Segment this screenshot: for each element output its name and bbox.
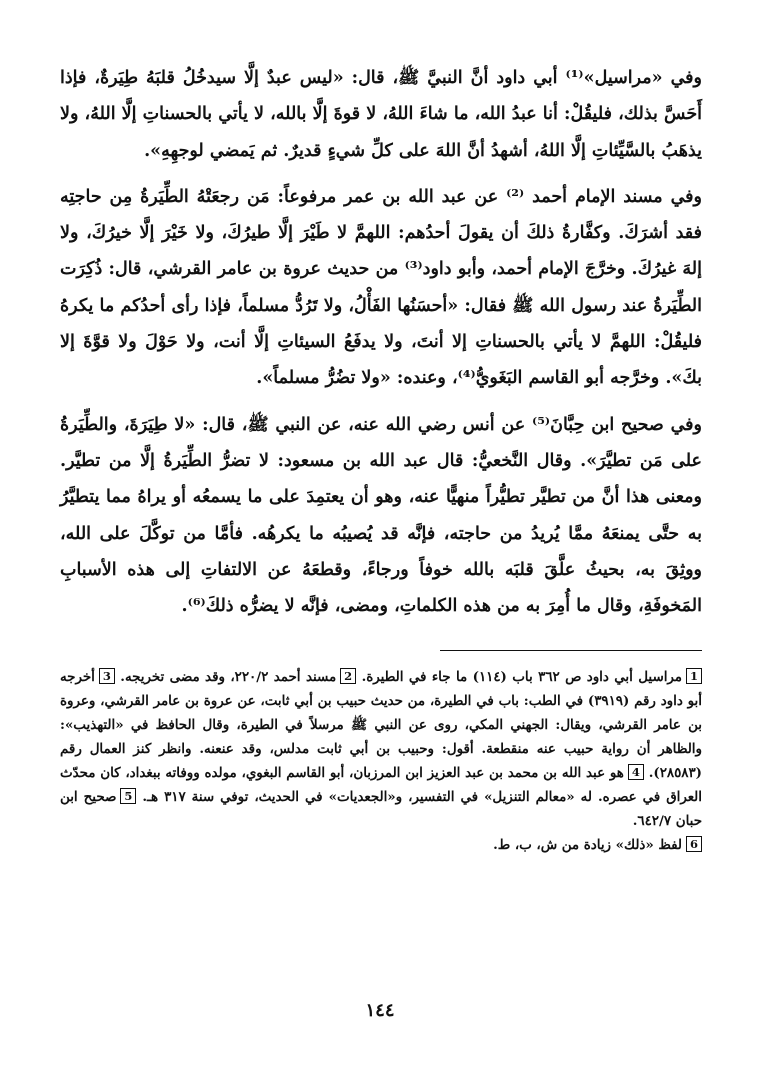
body-paragraph-1: وفي «مراسيل»⁽¹⁾ أبي داود أنَّ النبيَّ ﷺ، قال: «ليس عبدٌ إلَّا سيدخُلُ قلبَهُ طِيَرةٌ، فإذا أَحَسَّ بذلك، فليقُلْ: أنا عبدُ الله، ما شاءَ اللهُ، لا قوةَ إلَّا بالله، لا يأتي بالحسناتِ إلَّا اللهُ، ولا يذهَبُ بالسَّيِّئاتِ إلَّا اللهُ، أشهدُ أنَّ اللهَ على كلِّ شيءٍ قديرٌ. ثم يَمضي لوجهِهِ». — [60, 68, 702, 161]
footnote-number: 4 — [628, 764, 644, 780]
footnote-text: صحيح ابن حبان ٦٤٢/٧. — [60, 789, 702, 830]
footnote-number: 3 — [99, 668, 115, 684]
footnote-text: مسند أحمد ٢٢٠/٢، وقد مضى تخريجه. — [120, 669, 337, 686]
footnotes — [60, 665, 702, 857]
footnote-separator — [440, 650, 702, 651]
footnote-1 — [60, 665, 702, 833]
footnote-text: أخرجه أبو داود رقم (٣٩١٩) في الطب: باب في الطيرة، من حديث حبيب بن أبي ثابت، عن عروة بن عامر القرشي، وعروة بن عامر القرشي، ويقال: الجهني المكي، روى عن النبي ﷺ مرسلاً في الطيرة، وقال الحافظ في «التهذيب»: والظاهر أن رواية حبيب عنه منقطعة. أقول: وحبيب بن أبي ثابت مدلس، وقد عنعنه. وانظر كنز العمال رقم (٢٨٥٨٣). — [60, 669, 702, 782]
footnote-6 — [60, 833, 702, 857]
body-paragraph-2: وفي مسند الإمام أحمد ⁽²⁾ عن عبد الله بن عمر مرفوعاً: مَن رجعَتْهُ الطِّيَرةُ مِن حاجتِه فقد أشرَكَ. وكفَّارةُ ذلكَ أن يقولَ أحدُهم: اللهمَّ لا طَيْرَ إلَّا طيرُكَ، ولا خَيْرَ إلَّا خيرُكَ، ولا إلهَ غيرُكَ. وخرَّجَ الإمام أحمد، وأبو داود⁽³⁾ من حديث عروة بن عامر القرشي، قال: ذُكِرَت الطِّيَرةُ عند رسول الله ﷺ فقال: «أحسَنُها الفَأْلُ، ولا تَرُدُّ مسلماً، فإذا رأى أحدُكم ما يكرهُ فليقُلْ: اللهمَّ لا يأتي بالحسناتِ إلا أنتَ، ولا يدفَعُ السيئاتِ إلَّا أنت، ولا حَوْلَ ولا قوَّةَ إلا بكَ». وخرَّجه أبو القاسم البَغَويُّ⁽⁴⁾، وعنده: «ولا تضُرُّ مسلماً». — [60, 186, 702, 389]
footnote-number: 5 — [120, 788, 136, 804]
footnote-number: 1 — [686, 668, 702, 684]
footnote-text: مراسيل أبي داود ص ٣٦٢ باب (١١٤) ما جاء في الطيرة. — [361, 669, 682, 686]
footnote-number: 6 — [686, 836, 702, 852]
page-number: ١٤٤ — [365, 1000, 395, 1021]
footnote-text: هو عبد الله بن محمد بن عبد العزيز ابن المرزبان، أبو القاسم البغوي، مولده ووفاته ببغداد، كان محدّث العراق في عصره. له «معالم التنزيل» في التفسير، و«الجعديات» في الحديث، توفي سنة ٣١٧ هـ. — [60, 765, 702, 806]
footnote-number: 2 — [340, 668, 356, 684]
body-paragraph-3: وفي صحيح ابن حِبَّانَ⁽⁵⁾ عن أنس رضي الله عنه، عن النبي ﷺ، قال: «لا طِيَرَةَ، والطِّيَرةُ على مَن تطيَّرَ». وقال النَّخعيُّ: قال عبد الله بن مسعود: لا تضرُّ الطِّيَرةُ إلَّا من تطيَّر. ومعنى هذا أنَّ من تطيَّر تطيُّراً منهيًّا عنه، وهو أن يعتمِدَ على ما يسمعُه أو يراهُ مما يتطيَّرُ به حتَّى يمنعَهُ ممَّا يُريدُ من حاجته، فإنَّه قد يُصيبُه ما يكرهُه. فأمَّا من توكَّلَ على الله، ووثِقَ به، بحيثُ علَّقَ قلبَه بالله خوفاً ورجاءً، وقطعَهُ عن الالتفاتِ إلى هذه الأسبابِ المَخوفَةِ، وقال ما أُمِرَ به من هذه الكلماتِ، ومضى، فإنَّه لا يضرُّه ذلكَ⁽⁶⁾. — [60, 414, 702, 617]
footnote-text: لفظ «ذلك» زيادة من ش، ب، ط. — [493, 837, 682, 854]
